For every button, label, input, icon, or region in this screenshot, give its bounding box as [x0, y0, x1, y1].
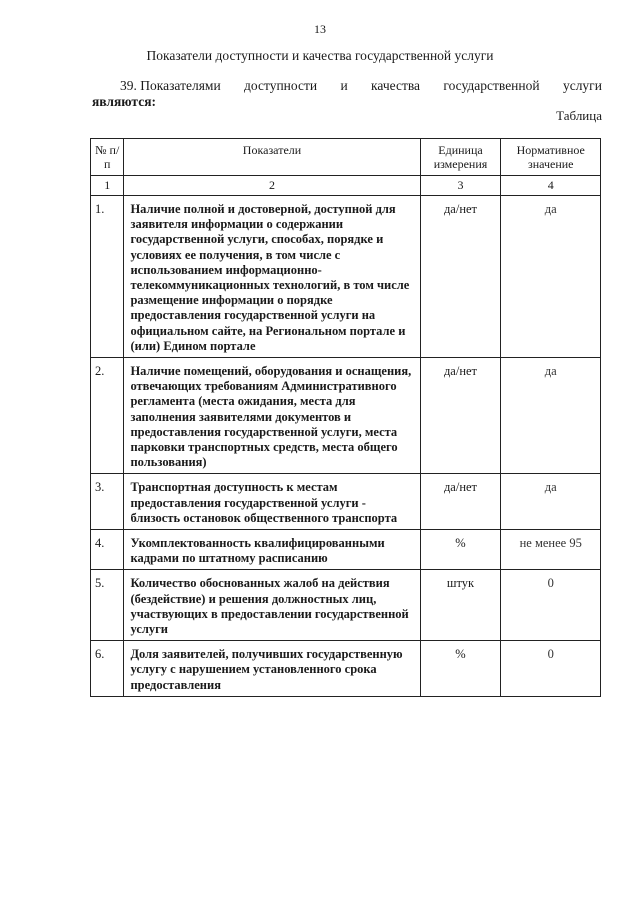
indicators-table [90, 138, 601, 697]
indicator-name: Доля заявителей, получивших государственную услугу с нарушением установленного срока предоставления [124, 641, 420, 697]
norm-value: да [501, 358, 601, 474]
intro-word: и [340, 78, 348, 93]
indicator-name: Наличие полной и достоверной, доступной для заявителя информации о содержании государственной услуги, способах, порядке и условиях ее получения, в том числе с использованием информационно-телекоммуникационных технологий, в том числе размещение информации о порядке предоставления государственной услуги на официальном сайте, на Региональном портале и (или) Едином портале [124, 196, 420, 358]
indicator-name: Транспортная доступность к местам предоставления государственной услуги - близость остановок общественного транспорта [124, 474, 420, 530]
intro-word: услуги [562, 78, 602, 93]
table-row [91, 474, 601, 530]
row-number: 3. [91, 474, 124, 530]
header-unit: Единица измерения [420, 139, 501, 176]
intro-word: качества [371, 78, 421, 93]
section-heading: Показатели доступности и качества государственной услуги [146, 48, 494, 63]
table-row [91, 641, 601, 697]
column-number: 1 [91, 176, 124, 196]
intro-word: государственной [443, 78, 540, 93]
header-number: № п/п [91, 139, 124, 176]
norm-value: 0 [501, 641, 601, 697]
intro-line-1 [92, 78, 602, 94]
indicator-name: Наличие помещений, оборудования и оснащения, отвечающих требованиям Административного регламента (места ожидания, места для заполнения заявителями документов и предоставления государственной услуги, места парковки транспортных средств, места общего пользования) [124, 358, 420, 474]
table-row [91, 358, 601, 474]
norm-value: да [501, 474, 601, 530]
intro-word: 39. Показателями [120, 78, 221, 93]
row-number: 5. [91, 570, 124, 641]
unit-value: % [420, 641, 501, 697]
norm-value: 0 [501, 570, 601, 641]
column-number: 4 [501, 176, 601, 196]
norm-value: да [501, 196, 601, 358]
column-numbers-row [91, 176, 601, 196]
table-row [91, 196, 601, 358]
intro-paragraph [92, 78, 602, 110]
indicator-name: Количество обоснованных жалоб на действия (бездействие) и решения должностных лиц, участвующих в предоставлении государственной услуги [124, 570, 420, 641]
unit-value: да/нет [420, 358, 501, 474]
column-number: 3 [420, 176, 501, 196]
indicator-name: Укомплектованность квалифицированными кадрами по штатному расписанию [124, 530, 420, 570]
header-indicators: Показатели [124, 139, 420, 176]
row-number: 6. [91, 641, 124, 697]
table-row [91, 530, 601, 570]
unit-value: да/нет [420, 196, 501, 358]
unit-value: да/нет [420, 474, 501, 530]
row-number: 2. [91, 358, 124, 474]
unit-value: штук [420, 570, 501, 641]
norm-value: не менее 95 [501, 530, 601, 570]
row-number: 1. [91, 196, 124, 358]
header-norm: Нормативное значение [501, 139, 601, 176]
table-header-row [91, 139, 601, 176]
column-number: 2 [124, 176, 420, 196]
intro-line-2: являются: [92, 94, 157, 109]
table-caption: Таблица [556, 108, 602, 123]
row-number: 4. [91, 530, 124, 570]
unit-value: % [420, 530, 501, 570]
table-row [91, 570, 601, 641]
intro-word: доступности [244, 78, 318, 93]
page-number: 13 [314, 22, 326, 36]
